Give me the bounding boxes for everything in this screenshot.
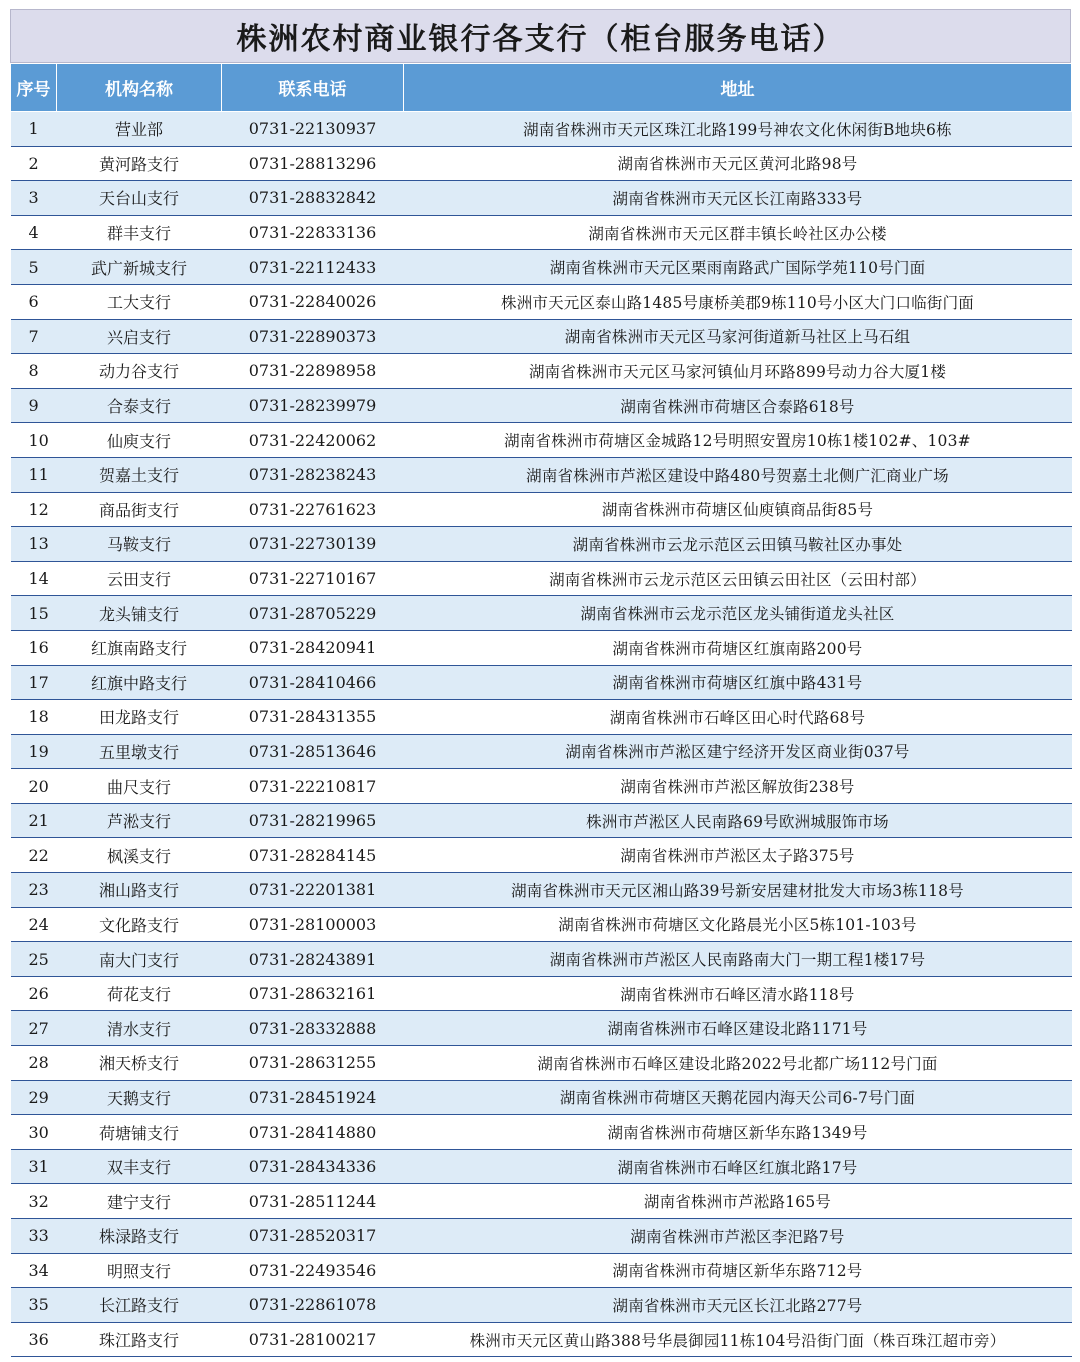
table-row bbox=[11, 803, 1072, 838]
table-row bbox=[11, 1288, 1072, 1323]
address: 湖南省株洲市云龙示范区龙头铺街道龙头社区 bbox=[404, 596, 1072, 631]
address: 湖南省株洲市荷塘区新华东路1349号 bbox=[404, 1115, 1072, 1150]
branch-name: 荷塘铺支行 bbox=[57, 1115, 222, 1150]
phone-number: 0731-22730139 bbox=[222, 527, 404, 562]
row-index: 20 bbox=[11, 769, 57, 804]
row-index: 30 bbox=[11, 1115, 57, 1150]
address: 湖南省株洲市荷塘区新华东路712号 bbox=[404, 1253, 1072, 1288]
address: 湖南省株洲市荷塘区合泰路618号 bbox=[404, 388, 1072, 423]
branch-name: 曲尺支行 bbox=[57, 769, 222, 804]
branch-name: 五里墩支行 bbox=[57, 734, 222, 769]
row-index: 31 bbox=[11, 1149, 57, 1184]
address: 湖南省株洲市石峰区红旗北路17号 bbox=[404, 1149, 1072, 1184]
address: 湖南省株洲市芦淞区太子路375号 bbox=[404, 838, 1072, 873]
branch-name: 天台山支行 bbox=[57, 181, 222, 216]
branch-name: 龙头铺支行 bbox=[57, 596, 222, 631]
row-index: 7 bbox=[11, 319, 57, 354]
table-row bbox=[11, 907, 1072, 942]
branch-name: 珠江路支行 bbox=[57, 1322, 222, 1357]
table-row bbox=[11, 215, 1072, 250]
row-index: 16 bbox=[11, 630, 57, 665]
table-row bbox=[11, 1184, 1072, 1219]
branch-name: 株渌路支行 bbox=[57, 1219, 222, 1254]
branch-name: 营业部 bbox=[57, 112, 222, 147]
address: 湖南省株洲市天元区黄河北路98号 bbox=[404, 146, 1072, 181]
row-index: 21 bbox=[11, 803, 57, 838]
branch-name: 湘天桥支行 bbox=[57, 1046, 222, 1081]
phone-number: 0731-22861078 bbox=[222, 1288, 404, 1323]
branch-name: 清水支行 bbox=[57, 1011, 222, 1046]
row-index: 27 bbox=[11, 1011, 57, 1046]
branch-name: 工大支行 bbox=[57, 284, 222, 319]
address: 湖南省株洲市芦淞区建设中路480号贺嘉土北侧广汇商业广场 bbox=[404, 457, 1072, 492]
branch-name: 文化路支行 bbox=[57, 907, 222, 942]
column-header-index: 序号 bbox=[11, 64, 57, 112]
row-index: 17 bbox=[11, 665, 57, 700]
phone-number: 0731-28420941 bbox=[222, 630, 404, 665]
row-index: 22 bbox=[11, 838, 57, 873]
row-index: 28 bbox=[11, 1046, 57, 1081]
table-row bbox=[11, 596, 1072, 631]
address: 湖南省株洲市天元区长江南路333号 bbox=[404, 181, 1072, 216]
phone-number: 0731-28219965 bbox=[222, 803, 404, 838]
address: 湖南省株洲市天元区栗雨南路武广国际学苑110号门面 bbox=[404, 250, 1072, 285]
address: 湖南省株洲市荷塘区红旗中路431号 bbox=[404, 665, 1072, 700]
page-title: 株洲农村商业银行各支行（柜台服务电话） bbox=[236, 22, 845, 57]
address: 湖南省株洲市芦淞路165号 bbox=[404, 1184, 1072, 1219]
branch-name: 南大门支行 bbox=[57, 942, 222, 977]
row-index: 19 bbox=[11, 734, 57, 769]
phone-number: 0731-22130937 bbox=[222, 112, 404, 147]
branch-name: 仙庾支行 bbox=[57, 423, 222, 458]
address: 湖南省株洲市天元区珠江北路199号神农文化休闲街B地块6栋 bbox=[404, 112, 1072, 147]
branch-name: 合泰支行 bbox=[57, 388, 222, 423]
address: 湖南省株洲市天元区湘山路39号新安居建材批发大市场3栋118号 bbox=[404, 873, 1072, 908]
table-row bbox=[11, 769, 1072, 804]
branch-name: 武广新城支行 bbox=[57, 250, 222, 285]
branch-name: 长江路支行 bbox=[57, 1288, 222, 1323]
table-row bbox=[11, 734, 1072, 769]
table-row bbox=[11, 942, 1072, 977]
row-index: 1 bbox=[11, 112, 57, 147]
phone-number: 0731-22201381 bbox=[222, 873, 404, 908]
row-index: 2 bbox=[11, 146, 57, 181]
table-row bbox=[11, 319, 1072, 354]
address: 湖南省株洲市石峰区清水路118号 bbox=[404, 976, 1072, 1011]
table-row bbox=[11, 181, 1072, 216]
table-row bbox=[11, 1046, 1072, 1081]
table-row bbox=[11, 250, 1072, 285]
table-row bbox=[11, 388, 1072, 423]
phone-number: 0731-28332888 bbox=[222, 1011, 404, 1046]
phone-number: 0731-28284145 bbox=[222, 838, 404, 873]
phone-number: 0731-28520317 bbox=[222, 1219, 404, 1254]
address: 株洲市天元区黄山路388号华晨御园11栋104号沿街门面（株百珠江超市旁） bbox=[404, 1322, 1072, 1357]
table-row bbox=[11, 630, 1072, 665]
branch-name: 天鹅支行 bbox=[57, 1080, 222, 1115]
header-row bbox=[11, 64, 1072, 112]
row-index: 13 bbox=[11, 527, 57, 562]
branch-table bbox=[10, 63, 1072, 1357]
address: 湖南省株洲市天元区马家河街道新马社区上马石组 bbox=[404, 319, 1072, 354]
phone-number: 0731-22112433 bbox=[222, 250, 404, 285]
branch-name: 兴启支行 bbox=[57, 319, 222, 354]
row-index: 32 bbox=[11, 1184, 57, 1219]
phone-number: 0731-28513646 bbox=[222, 734, 404, 769]
branch-name: 红旗南路支行 bbox=[57, 630, 222, 665]
row-index: 36 bbox=[11, 1322, 57, 1357]
address: 株洲市天元区泰山路1485号康桥美郡9栋110号小区大门口临街门面 bbox=[404, 284, 1072, 319]
table-row bbox=[11, 146, 1072, 181]
row-index: 33 bbox=[11, 1219, 57, 1254]
address: 湖南省株洲市云龙示范区云田镇马鞍社区办事处 bbox=[404, 527, 1072, 562]
table-row bbox=[11, 112, 1072, 147]
table-row bbox=[11, 284, 1072, 319]
table-body bbox=[11, 112, 1072, 1357]
address: 湖南省株洲市芦淞区李汜路7号 bbox=[404, 1219, 1072, 1254]
phone-number: 0731-22890373 bbox=[222, 319, 404, 354]
table-row bbox=[11, 1011, 1072, 1046]
phone-number: 0731-28100003 bbox=[222, 907, 404, 942]
address: 湖南省株洲市芦淞区建宁经济开发区商业街037号 bbox=[404, 734, 1072, 769]
branch-name: 湘山路支行 bbox=[57, 873, 222, 908]
address: 湖南省株洲市荷塘区文化路晨光小区5栋101-103号 bbox=[404, 907, 1072, 942]
phone-number: 0731-28832842 bbox=[222, 181, 404, 216]
phone-number: 0731-28434336 bbox=[222, 1149, 404, 1184]
phone-number: 0731-22493546 bbox=[222, 1253, 404, 1288]
branch-name: 枫溪支行 bbox=[57, 838, 222, 873]
row-index: 23 bbox=[11, 873, 57, 908]
row-index: 6 bbox=[11, 284, 57, 319]
row-index: 12 bbox=[11, 492, 57, 527]
table-row bbox=[11, 492, 1072, 527]
phone-number: 0731-28632161 bbox=[222, 976, 404, 1011]
branch-name: 云田支行 bbox=[57, 561, 222, 596]
phone-number: 0731-28451924 bbox=[222, 1080, 404, 1115]
phone-number: 0731-22420062 bbox=[222, 423, 404, 458]
row-index: 15 bbox=[11, 596, 57, 631]
branch-name: 马鞍支行 bbox=[57, 527, 222, 562]
address: 湖南省株洲市云龙示范区云田镇云田社区（云田村部） bbox=[404, 561, 1072, 596]
phone-number: 0731-28511244 bbox=[222, 1184, 404, 1219]
branch-name: 商品街支行 bbox=[57, 492, 222, 527]
row-index: 29 bbox=[11, 1080, 57, 1115]
column-header-name: 机构名称 bbox=[57, 64, 222, 112]
address: 湖南省株洲市荷塘区金城路12号明照安置房10栋1楼102#、103# bbox=[404, 423, 1072, 458]
row-index: 26 bbox=[11, 976, 57, 1011]
address: 湖南省株洲市石峰区建设北路2022号北都广场112号门面 bbox=[404, 1046, 1072, 1081]
table-row bbox=[11, 1080, 1072, 1115]
phone-number: 0731-28239979 bbox=[222, 388, 404, 423]
branch-phone-sheet bbox=[10, 9, 1071, 1357]
phone-number: 0731-28705229 bbox=[222, 596, 404, 631]
branch-name: 芦淞支行 bbox=[57, 803, 222, 838]
column-header-phone: 联系电话 bbox=[222, 64, 404, 112]
row-index: 10 bbox=[11, 423, 57, 458]
table-row bbox=[11, 1115, 1072, 1150]
row-index: 9 bbox=[11, 388, 57, 423]
branch-name: 双丰支行 bbox=[57, 1149, 222, 1184]
address: 湖南省株洲市天元区群丰镇长岭社区办公楼 bbox=[404, 215, 1072, 250]
phone-number: 0731-28813296 bbox=[222, 146, 404, 181]
branch-name: 动力谷支行 bbox=[57, 354, 222, 389]
branch-name: 荷花支行 bbox=[57, 976, 222, 1011]
branch-name: 明照支行 bbox=[57, 1253, 222, 1288]
branch-name: 田龙路支行 bbox=[57, 700, 222, 735]
phone-number: 0731-22898958 bbox=[222, 354, 404, 389]
phone-number: 0731-28238243 bbox=[222, 457, 404, 492]
phone-number: 0731-28431355 bbox=[222, 700, 404, 735]
row-index: 3 bbox=[11, 181, 57, 216]
column-header-address: 地址 bbox=[404, 64, 1072, 112]
address: 湖南省株洲市荷塘区仙庾镇商品街85号 bbox=[404, 492, 1072, 527]
table-row bbox=[11, 700, 1072, 735]
table-row bbox=[11, 873, 1072, 908]
address: 湖南省株洲市天元区马家河镇仙月环路899号动力谷大厦1楼 bbox=[404, 354, 1072, 389]
phone-number: 0731-28243891 bbox=[222, 942, 404, 977]
row-index: 35 bbox=[11, 1288, 57, 1323]
table-row bbox=[11, 1219, 1072, 1254]
row-index: 5 bbox=[11, 250, 57, 285]
row-index: 34 bbox=[11, 1253, 57, 1288]
table-row bbox=[11, 354, 1072, 389]
table-row bbox=[11, 976, 1072, 1011]
row-index: 18 bbox=[11, 700, 57, 735]
branch-name: 群丰支行 bbox=[57, 215, 222, 250]
row-index: 11 bbox=[11, 457, 57, 492]
table-row bbox=[11, 665, 1072, 700]
address: 湖南省株洲市石峰区田心时代路68号 bbox=[404, 700, 1072, 735]
row-index: 25 bbox=[11, 942, 57, 977]
address: 湖南省株洲市芦淞区解放街238号 bbox=[404, 769, 1072, 804]
address: 湖南省株洲市荷塘区红旗南路200号 bbox=[404, 630, 1072, 665]
phone-number: 0731-22833136 bbox=[222, 215, 404, 250]
row-index: 14 bbox=[11, 561, 57, 596]
table-row bbox=[11, 1253, 1072, 1288]
address: 湖南省株洲市荷塘区天鹅花园内海天公司6-7号门面 bbox=[404, 1080, 1072, 1115]
table-row bbox=[11, 527, 1072, 562]
address: 湖南省株洲市天元区长江北路277号 bbox=[404, 1288, 1072, 1323]
phone-number: 0731-22761623 bbox=[222, 492, 404, 527]
phone-number: 0731-28414880 bbox=[222, 1115, 404, 1150]
table-row bbox=[11, 838, 1072, 873]
branch-name: 贺嘉土支行 bbox=[57, 457, 222, 492]
table-row bbox=[11, 561, 1072, 596]
branch-name: 红旗中路支行 bbox=[57, 665, 222, 700]
row-index: 8 bbox=[11, 354, 57, 389]
branch-name: 建宁支行 bbox=[57, 1184, 222, 1219]
phone-number: 0731-22840026 bbox=[222, 284, 404, 319]
address: 株洲市芦淞区人民南路69号欧洲城服饰市场 bbox=[404, 803, 1072, 838]
phone-number: 0731-22210817 bbox=[222, 769, 404, 804]
row-index: 24 bbox=[11, 907, 57, 942]
table-row bbox=[11, 457, 1072, 492]
table-row bbox=[11, 1322, 1072, 1357]
phone-number: 0731-22710167 bbox=[222, 561, 404, 596]
row-index: 4 bbox=[11, 215, 57, 250]
phone-number: 0731-28100217 bbox=[222, 1322, 404, 1357]
phone-number: 0731-28410466 bbox=[222, 665, 404, 700]
table-row bbox=[11, 423, 1072, 458]
address: 湖南省株洲市芦淞区人民南路南大门一期工程1楼17号 bbox=[404, 942, 1072, 977]
address: 湖南省株洲市石峰区建设北路1171号 bbox=[404, 1011, 1072, 1046]
phone-number: 0731-28631255 bbox=[222, 1046, 404, 1081]
branch-name: 黄河路支行 bbox=[57, 146, 222, 181]
table-row bbox=[11, 1149, 1072, 1184]
title-bar bbox=[10, 9, 1071, 63]
